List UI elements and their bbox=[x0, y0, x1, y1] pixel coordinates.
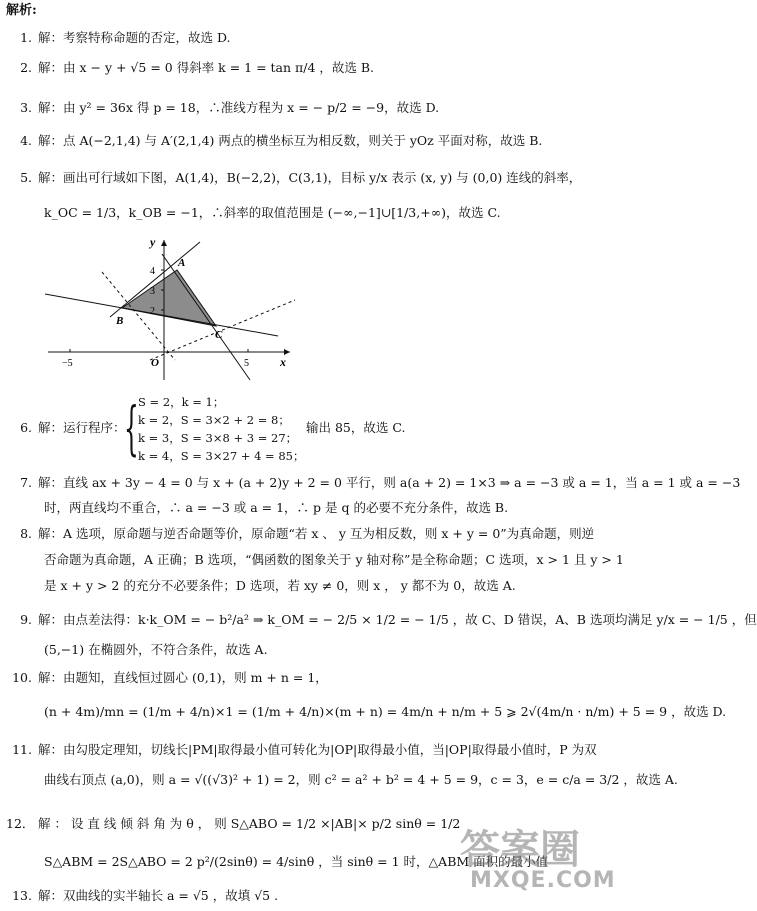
item-number: 6. bbox=[20, 420, 32, 435]
item-text: 解：由勾股定理知，切线长|PM|取得最小值可转化为|OP|取得最小值，当|OP|取得最小值时，P 为双 bbox=[38, 742, 597, 757]
item-text: 解：点 A(−2,1,4) 与 A′(2,1,4) 两点的横坐标互为相反数，则关于 yOz 平面对称，故选 B. bbox=[38, 133, 543, 148]
item-number: 10. bbox=[12, 670, 32, 685]
item-2 bbox=[6, 60, 374, 76]
program-step: k = 3，S = 3×8 + 3 = 27； bbox=[138, 431, 298, 445]
y-axis-label: y bbox=[150, 235, 156, 249]
item-12 bbox=[6, 816, 460, 832]
item-8-line-2: 否命题为真命题，A 正确；B 选项，“偶函数的图象关于 y 轴对称”是全称命题；C 选项，x > 1 且 y > 1 bbox=[44, 552, 624, 567]
item-6 bbox=[6, 420, 126, 436]
item-8-line-3: 是 x + y > 2 的充分不必要条件；D 选项，若 xy ≠ 0，则 x ， y 都不为 0，故选 A. bbox=[44, 578, 516, 593]
item-text: 解：直线 ax + 3y − 4 = 0 与 x + (a + 2)y + 2 = 0 平行，则 a(a + 2) = 1×3 ⇒ a = −3 或 a = 1，当 a = 1 或 a = −3 bbox=[38, 475, 741, 490]
item-number: 11. bbox=[12, 742, 32, 757]
item-5-line-2: k_OC = 1/3，k_OB = −1，∴斜率的取值范围是 (−∞,−1]∪[1/3,+∞)，故选 C. bbox=[44, 205, 501, 220]
item-3 bbox=[6, 100, 439, 116]
point-c-label: C bbox=[215, 329, 223, 341]
program-steps bbox=[138, 393, 305, 465]
item-number: 2. bbox=[20, 60, 32, 75]
item-text: 解：由点差法得：k·k_OM = − b²/a² ⇒ k_OM = − 2/5 × 1/2 = − 1/5 ，故 C、D 错误，A、B 选项均满足 y/x = − 1/5 ，但 bbox=[38, 612, 757, 627]
item-text: 解：双曲线的实半轴长 a = √5 ，故填 √5 . bbox=[38, 888, 279, 903]
item-9-line-2: (5,−1) 在椭圆外，不符合条件，故选 A. bbox=[44, 642, 268, 657]
tick-5: 5 bbox=[244, 358, 249, 369]
tick-2: 2 bbox=[150, 306, 155, 317]
item-11-line-2: 曲线右顶点 (a,0)，则 a = √((√3)² + 1) = 2，则 c² = a² + b² = 4 + 5 = 9，c = 3，e = c/a = 3/2 ，故选 A. bbox=[44, 772, 678, 787]
tick-neg5: −5 bbox=[62, 358, 73, 369]
item-10 bbox=[6, 670, 328, 686]
point-a-label: A bbox=[178, 257, 186, 269]
program-brace: { bbox=[124, 394, 139, 462]
item-number: 5. bbox=[20, 170, 32, 185]
tick-3: 3 bbox=[150, 286, 155, 297]
item-number: 1. bbox=[20, 30, 32, 45]
item-text: 解 ： 设 直 线 倾 斜 角 为 θ ， 则 S△ABO = 1/2 ×|AB|× p/2 sinθ = 1/2 bbox=[38, 816, 461, 831]
heading: 解析: bbox=[6, 3, 37, 18]
item-text: 解：A 选项，原命题与逆否命题等价，原命题“若 x 、 y 互为相反数，则 x + y = 0”为真命题，则逆 bbox=[38, 526, 595, 541]
item-4 bbox=[6, 133, 542, 149]
item-6-output: 输出 85，故选 C. bbox=[306, 420, 406, 435]
item-13 bbox=[6, 888, 278, 904]
item-7 bbox=[6, 475, 740, 491]
item-text: 解：画出可行域如下图，A(1,4)，B(−2,2)，C(3,1)，目标 y/x 表示 (x, y) 与 (0,0) 连线的斜率， bbox=[38, 170, 582, 185]
watermark-logo: 答案圈 bbox=[460, 827, 580, 873]
item-number: 13. bbox=[12, 888, 32, 903]
item-text: 解：考察特称命题的否定，故选 D. bbox=[38, 30, 231, 45]
item-text: 解：由题知，直线恒过圆心 (0,1)，则 m + n = 1， bbox=[38, 670, 328, 685]
item-7-line-2: 时，两直线均不重合，∴ a = −3 或 a = 1，∴ p 是 q 的必要不充分条件，故选 B. bbox=[44, 500, 509, 515]
item-number: 7. bbox=[20, 475, 32, 490]
item-text: 解：运行程序： bbox=[38, 420, 126, 435]
program-step: k = 2，S = 3×2 + 2 = 8； bbox=[138, 413, 290, 427]
item-number: 3. bbox=[20, 100, 32, 115]
item-number: 12． bbox=[6, 816, 35, 831]
item-11 bbox=[6, 742, 597, 758]
item-5 bbox=[6, 170, 581, 186]
feasible-region bbox=[122, 270, 216, 326]
point-b-label: B bbox=[116, 315, 124, 327]
x-axis-label: x bbox=[280, 355, 286, 369]
feasible-region-graph bbox=[40, 232, 300, 382]
item-number: 9. bbox=[20, 612, 32, 627]
item-8 bbox=[6, 526, 594, 542]
origin-label: O bbox=[151, 357, 159, 369]
item-text: 解：由 y² = 36x 得 p = 18，∴准线方程为 x = − p/2 = −9，故选 D. bbox=[38, 100, 440, 115]
item-10-line-2: (n + 4m)/mn = (1/m + 4/n)×1 = (1/m + 4/n)×(m + n) = 4m/n + n/m + 5 ⩾ 2√(4m/n · n/m) + 5 = 9 ，故选 D. bbox=[44, 704, 727, 719]
program-step: S = 2，k = 1； bbox=[138, 395, 225, 409]
item-text: 解：由 x − y + √5 = 0 得斜率 k = 1 = tan π/4 ，故选 B. bbox=[38, 60, 375, 75]
watermark-url: MXQE.COM bbox=[470, 868, 616, 893]
program-step: k = 4，S = 3×27 + 4 = 85； bbox=[138, 449, 305, 463]
item-number: 8. bbox=[20, 526, 32, 541]
item-1 bbox=[6, 30, 231, 46]
item-12-line-2: S△ABM = 2S△ABO = 2 p²/(2sinθ) = 4/sinθ ，当 sinθ = 1 时，△ABM 面积的最小值 bbox=[44, 854, 549, 869]
item-9 bbox=[6, 612, 757, 628]
tick-4: 4 bbox=[150, 266, 155, 277]
item-number: 4. bbox=[20, 133, 32, 148]
